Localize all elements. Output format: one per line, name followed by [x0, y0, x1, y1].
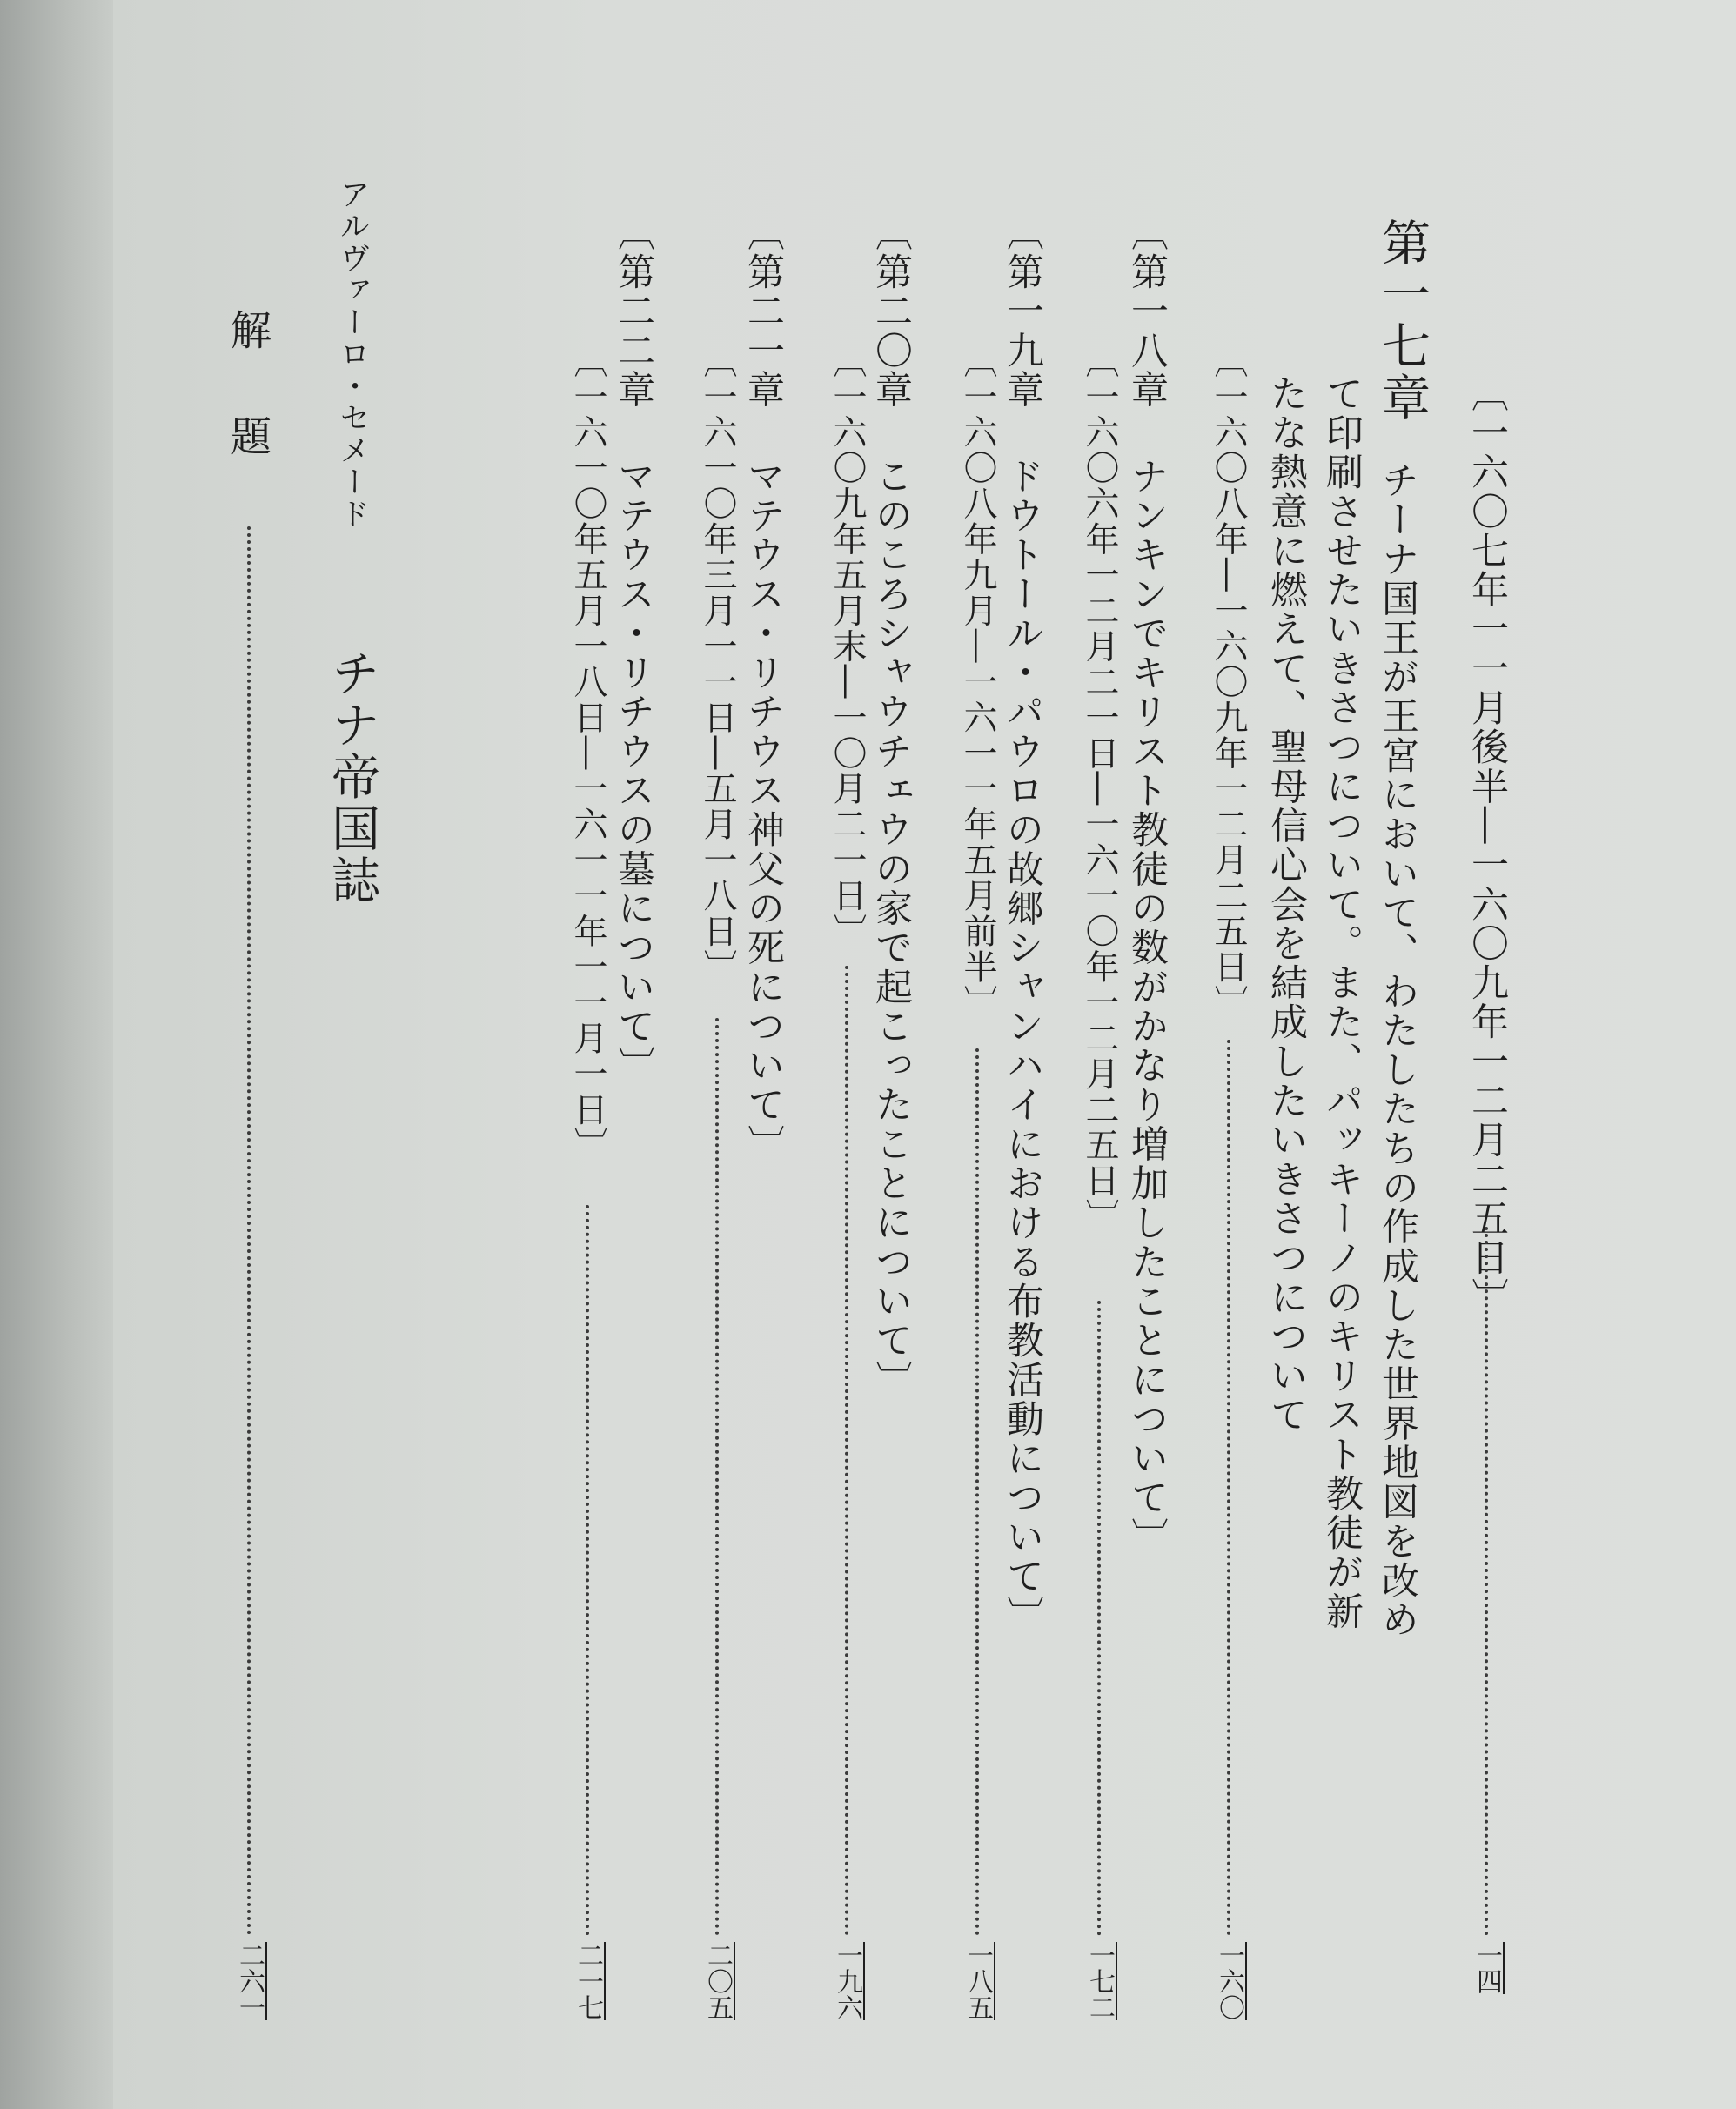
toc-page-number: 二六一: [234, 1942, 265, 2020]
toc-chapter-heading: 〔第二〇章: [869, 213, 913, 410]
book-author: アルヴァーロ・セメード: [335, 178, 370, 531]
toc-chapter-date: 〔一六一〇年五月一八日―一六一一年一一月一日〕: [568, 344, 607, 1163]
toc-chapter-title: チーナ国王が王宮において、わたしたちの作成した世界地図を改め: [1376, 461, 1419, 1640]
toc-chapter-heading: 〔第一九章: [1001, 213, 1044, 410]
toc-leader-dots: [1485, 1227, 1488, 1936]
toc-chapter-title: マテウス・リチウス神父の死について〕: [741, 457, 785, 1164]
toc-leader-dots: [1097, 1301, 1101, 1936]
toc-page-number: 一四: [1471, 1942, 1502, 1994]
toc-leader-dots: [1227, 1040, 1230, 1936]
toc-leader-dots: [845, 966, 848, 1936]
toc-chapter-date: 〔一六〇六年一二月二一日―一六一〇年一二月二五日〕: [1080, 344, 1119, 1235]
toc-chapter-heading: 〔第二二章: [612, 213, 655, 410]
toc-page-number: 一六〇: [1214, 1942, 1244, 2020]
toc-chapter-title: マテウス・リチウスの墓について〕: [612, 457, 655, 1086]
toc-chapter-title-cont: たな熱意に燃えて、聖母信心会を結成したいきさつについて: [1264, 374, 1308, 1436]
toc-page-number: 二〇五: [702, 1942, 733, 2020]
toc-page-number: 二一七: [573, 1942, 603, 2020]
toc-chapter-title: ナンキンでキリスト教徒の数がかなり増加したことについて〕: [1125, 457, 1169, 1557]
toc-chapter-date: 〔一六〇九年五月末―一〇月二一日〕: [828, 344, 867, 950]
toc-page-number: 一九六: [832, 1942, 862, 2020]
toc-chapter-date: 〔一六〇八年―一六〇九年一二月二五日〕: [1209, 344, 1248, 1021]
toc-chapter-title-cont: て印刷させたいきさつについて。また、パッキーノのキリスト教徒が新: [1320, 374, 1364, 1631]
toc-leader-dots: [715, 1018, 719, 1936]
toc-page-number: 一七二: [1084, 1942, 1115, 2020]
toc-date-line: 〔一六〇七年一一月後半―一六〇九年一二月二五日〕: [1465, 374, 1509, 1317]
toc-leader-dots: [247, 526, 251, 1936]
toc-chapter-title: ドウトール・パウロの故郷シャンハイにおける布教活動について〕: [1001, 457, 1044, 1636]
book-gutter-shadow: [0, 0, 122, 2109]
toc-chapter-title: このころシャウチェウの家で起こったことについて〕: [869, 457, 913, 1400]
toc-chapter-date: 〔一六〇八年九月―一六一一年五月前半〕: [958, 344, 997, 1021]
toc-leader-dots: [975, 1048, 979, 1936]
toc-chapter-heading: 第一七章: [1374, 218, 1431, 425]
toc-chapter-heading: 〔第二一章: [741, 213, 785, 410]
toc-chapter-date: 〔一六一〇年三月一一日―五月一八日〕: [698, 344, 737, 986]
toc-chapter-heading: 〔第一八章: [1125, 213, 1169, 410]
toc-page-number: 一八五: [962, 1942, 993, 2020]
toc-leader-dots: [586, 1205, 589, 1936]
kaidai-heading: 解題: [224, 309, 271, 522]
book-title: チナ帝国誌: [324, 648, 380, 907]
